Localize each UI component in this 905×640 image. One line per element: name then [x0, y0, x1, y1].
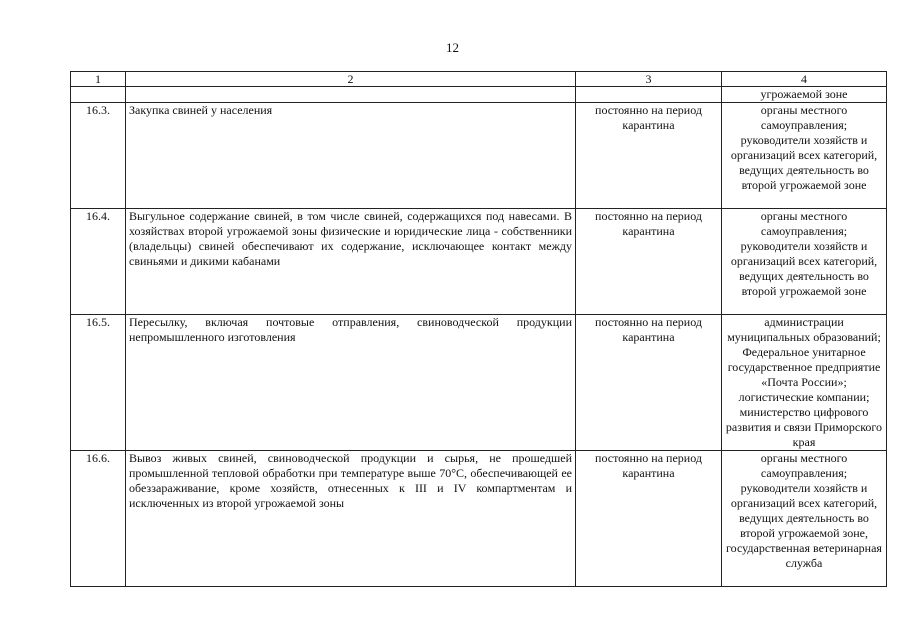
row-term: постоянно на период карантина — [576, 315, 722, 451]
row-responsible: администрации муниципальных образований; Федеральное унитарное государственное предприятие «Почта России»; логистические компании; министерство цифрового развития и связи Приморского края — [722, 315, 887, 451]
continuation-term — [576, 87, 722, 103]
measures-table — [70, 71, 887, 587]
row-term: постоянно на период карантина — [576, 209, 722, 315]
row-number: 16.6. — [71, 451, 126, 587]
continuation-measure — [126, 87, 576, 103]
table-row — [71, 451, 887, 587]
row-number: 16.5. — [71, 315, 126, 451]
page-number: 12 — [446, 40, 459, 55]
header-col-2: 2 — [126, 72, 576, 87]
row-measure: Выгульное содержание свиней, в том числе свиней, содержащихся под навесами. В хозяйствах второй угрожаемой зоны физические и юридические лица - собственники (владельцы) свиней обеспечивают их содержание, исключающее контакт между свиньями и дикими кабанами — [126, 209, 576, 315]
row-term: постоянно на период карантина — [576, 451, 722, 587]
table-row — [71, 315, 887, 451]
table-row — [71, 209, 887, 315]
continuation-responsible: угрожаемой зоне — [722, 87, 887, 103]
row-measure: Пересылку, включая почтовые отправления, свиноводческой продукции непромышленного изготовления — [126, 315, 576, 451]
row-term: постоянно на период карантина — [576, 103, 722, 209]
header-col-3: 3 — [576, 72, 722, 87]
row-number: 16.3. — [71, 103, 126, 209]
header-col-4: 4 — [722, 72, 887, 87]
row-responsible: органы местного самоуправления; руководители хозяйств и организаций всех категорий, ведущих деятельность во второй угрожаемой зоне, государственная ветеринарная служба — [722, 451, 887, 587]
continuation-number — [71, 87, 126, 103]
row-responsible: органы местного самоуправления; руководители хозяйств и организаций всех категорий, ведущих деятельность во второй угрожаемой зоне — [722, 103, 887, 209]
row-responsible: органы местного самоуправления; руководители хозяйств и организаций всех категорий, ведущих деятельность во второй угрожаемой зоне — [722, 209, 887, 315]
row-number: 16.4. — [71, 209, 126, 315]
table-header-row — [71, 72, 887, 87]
row-measure: Закупка свиней у населения — [126, 103, 576, 209]
header-col-1: 1 — [71, 72, 126, 87]
table-row — [71, 103, 887, 209]
row-measure: Вывоз живых свиней, свиноводческой продукции и сырья, не прошедшей промышленной тепловой обработки при температуре выше 70°С, обеспечивающей ее обеззараживание, кроме хозяйств, отнесенных к III и IV компартментам и исключенных из второй угрожаемой зоны — [126, 451, 576, 587]
continuation-row — [71, 87, 887, 103]
